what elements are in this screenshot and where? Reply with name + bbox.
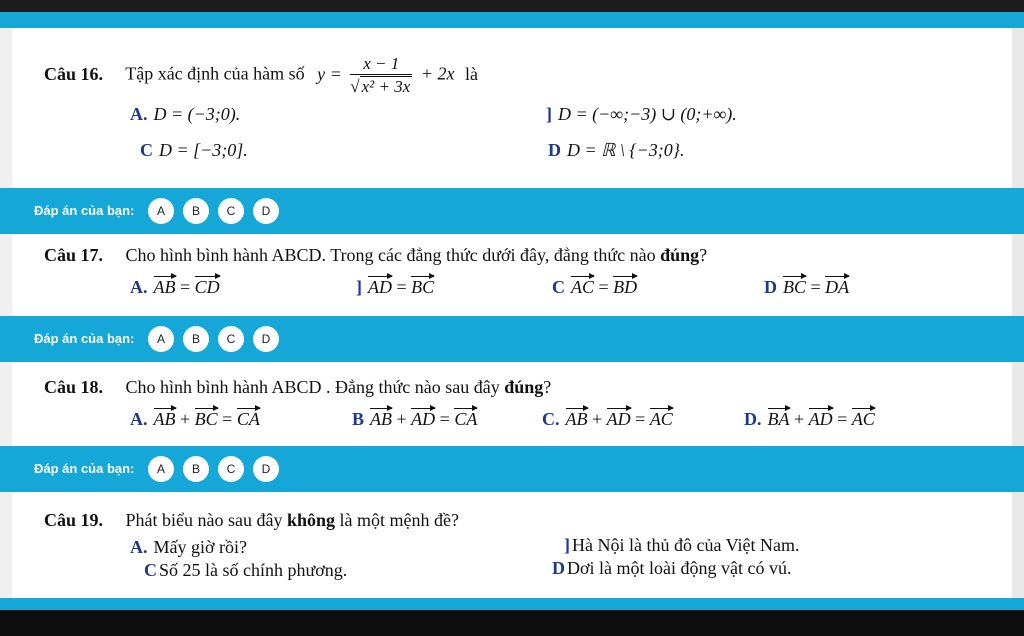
answer-a-button[interactable]: A <box>148 326 174 352</box>
answer-b-button[interactable]: B <box>183 456 209 482</box>
answer-d-button[interactable]: D <box>253 456 279 482</box>
option-c: C D = [−3;0]. <box>140 140 248 160</box>
option-a: A. AB + BC = CA <box>130 406 260 430</box>
bottom-edge <box>0 610 1024 636</box>
option-d: D. BA + AD = AC <box>744 406 875 430</box>
answer-b-button[interactable]: B <box>183 326 209 352</box>
option-a: A. AB = CD <box>130 274 220 298</box>
answer-c-button[interactable]: C <box>218 198 244 224</box>
right-shade <box>1012 28 1024 598</box>
answer-bar-bottom <box>0 598 1024 610</box>
option-a: A. Mấy giờ rồi? <box>130 537 247 557</box>
question-number: Câu 18. <box>44 377 104 397</box>
question-number: Câu 16. <box>44 63 104 84</box>
question-18: Câu 18. Cho hình bình hành ABCD . Đẳng thức nào sau đây đúng? <box>44 377 552 397</box>
question-17: Câu 17. Cho hình bình hành ABCD. Trong các đẳng thức dưới đây, đẳng thức nào đúng? <box>44 245 708 265</box>
answer-c-button[interactable]: C <box>218 456 244 482</box>
question-number: Câu 17. <box>44 245 104 265</box>
answer-bar: Đáp án của bạn: A B C D <box>0 188 1024 234</box>
option-b: B AB + AD = CA <box>352 406 477 430</box>
answer-a-button[interactable]: A <box>148 198 174 224</box>
answer-b-button[interactable]: B <box>183 198 209 224</box>
fraction: $\frac{x - 1}{\text{√ x² + 3x}}$ <box>350 54 411 96</box>
option-c: C AC = BD <box>552 274 637 298</box>
question-number: Câu 19. <box>44 510 104 530</box>
option-d: D D = ℝ \ {−3;0}. <box>548 140 685 160</box>
answer-bar: Đáp án của bạn: A B C D <box>0 446 1024 492</box>
question-16: Câu 16. Tập xác định của hàm số y = $\frac{x - 1}{\text{√ x² + 3x}}$ + 2x là <box>44 54 478 96</box>
answer-bar-top <box>0 12 1024 28</box>
answer-c-button[interactable]: C <box>218 326 244 352</box>
option-d: D BC = DA <box>764 274 849 298</box>
option-d: D Dơi là một loài động vật có vú. <box>552 558 792 578</box>
option-c: C. AB + AD = AC <box>542 406 673 430</box>
top-edge <box>0 0 1024 12</box>
answer-bar: Đáp án của bạn: A B C D <box>0 316 1024 362</box>
option-b: ] Hà Nội là thủ đô của Việt Nam. <box>564 535 800 555</box>
left-strip <box>0 28 12 598</box>
answer-d-button[interactable]: D <box>253 198 279 224</box>
option-c: C Số 25 là số chính phương. <box>144 560 348 580</box>
option-a: A. D = (−3;0). <box>130 104 241 124</box>
question-19: Câu 19. Phát biểu nào sau đây không là một mệnh đề? <box>44 510 459 530</box>
option-b: ] D = (−∞;−3) ∪ (0;+∞). <box>546 104 737 124</box>
option-b: ] AD = BC <box>356 274 434 298</box>
answer-a-button[interactable]: A <box>148 456 174 482</box>
answer-d-button[interactable]: D <box>253 326 279 352</box>
